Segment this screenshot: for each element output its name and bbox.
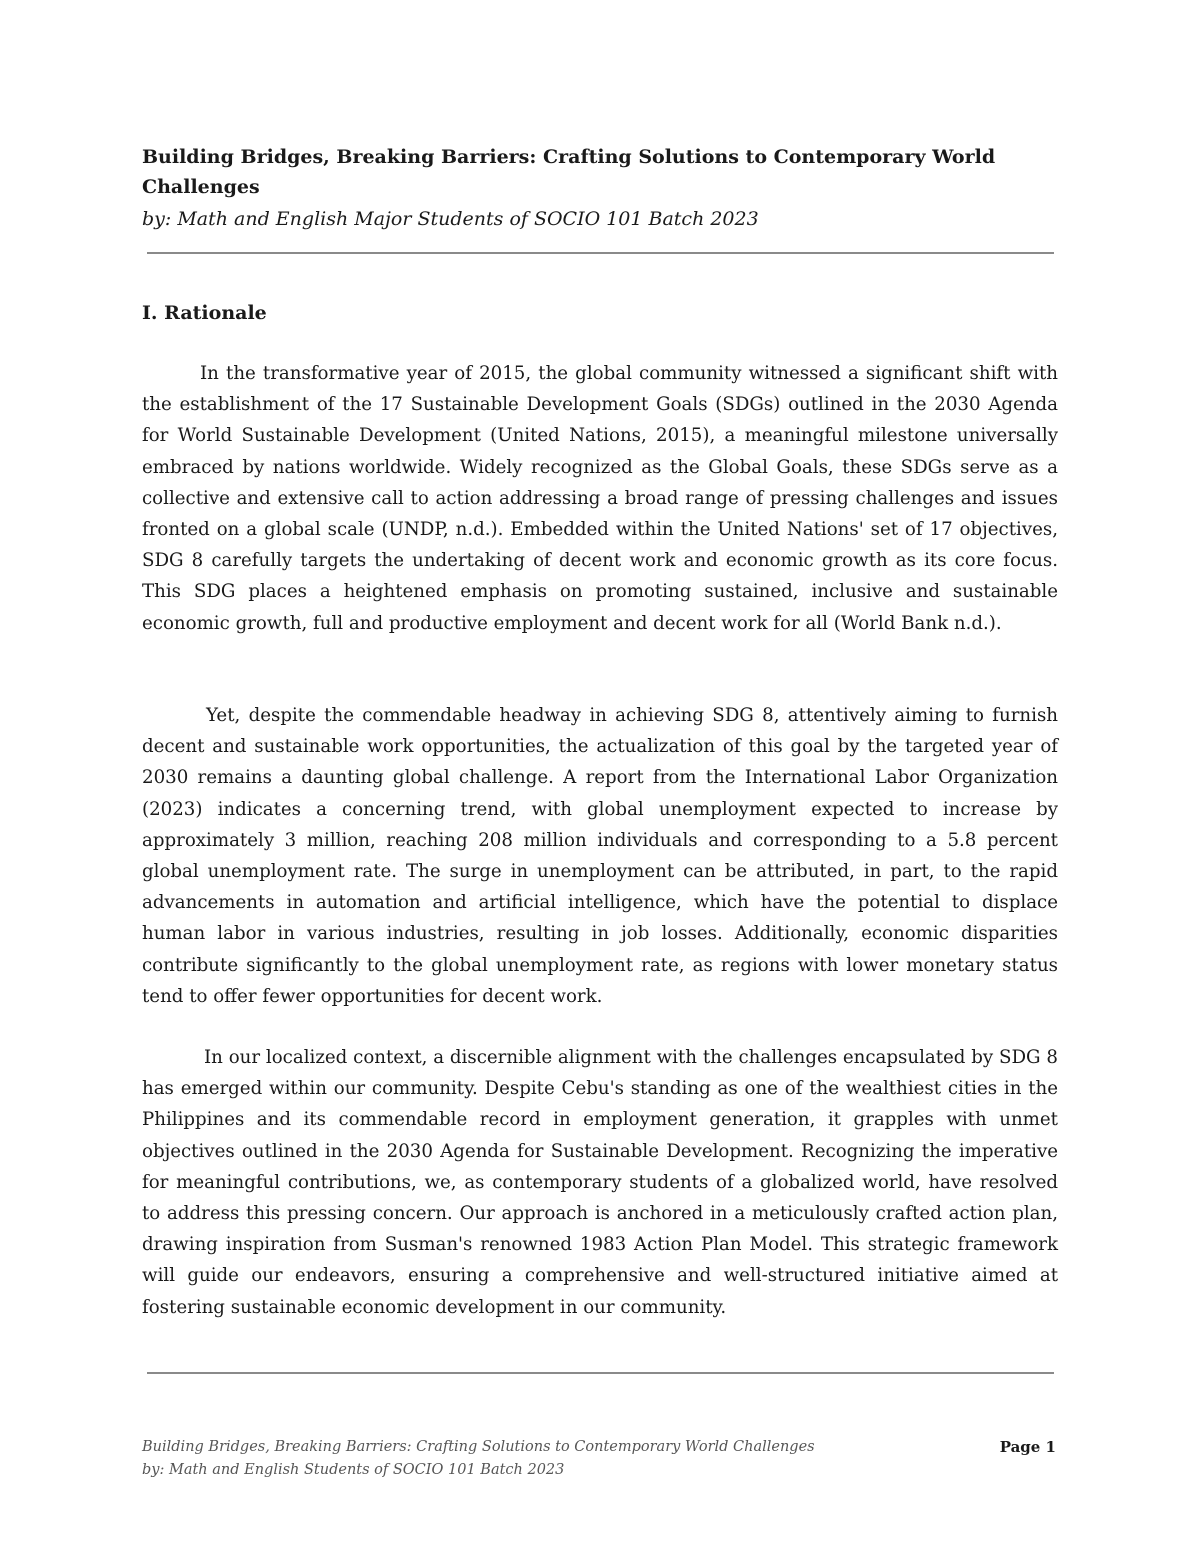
- header-divider: [147, 252, 1054, 254]
- rationale-paragraph-1: In the transformative year of 2015, the global community witnessed a significant shift with the establishment of the 17 Sustainable Development Goals (SDGs) outlined in the 2030 Agenda for World Sustainable Development (United Nations, 2015), a meaningful milestone universally embraced by nations worldwide. Widely recognized as the Global Goals, these SDGs serve as a collective and extensive call to action addressing a broad range of pressing challenges and issues fronted on a global scale (UNDP, n.d.). Embedded within the United Nations' set of 17 objectives, SDG 8 carefully targets the undertaking of decent work and economic growth as its core focus. This SDG places a heightened emphasis on promoting sustained, inclusive and sustainable economic growth, full and productive employment and decent work for all (World Bank n.d.).: [142, 363, 1058, 634]
- rationale-paragraph-3: In our localized context, a discernible alignment with the challenges encapsulated by SDG 8 has emerged within our community. Despite Cebu's standing as one of the wealthiest cities in the Philippines and its commendable record in employment generation, it grapples with unmet objectives outlined in the 2030 Agenda for Sustainable Development. Recognizing the imperative for meaningful contributions, we, as contemporary students of a globalized world, have resolved to address this pressing concern. Our approach is anchored in a meticulously crafted action plan, drawing inspiration from Susman's renowned 1983 Action Plan Model. This strategic framework will guide our endeavors, ensuring a comprehensive and well-structured initiative aimed at fostering sustainable economic development in our community.: [142, 1047, 1058, 1318]
- section-heading: I. Rationale: [142, 302, 267, 324]
- footer-title: Building Bridges, Breaking Barriers: Crafting Solutions to Contemporary World Challenges: [142, 1439, 815, 1455]
- footer-divider: [147, 1372, 1054, 1374]
- page-number: Page 1: [999, 1438, 1056, 1456]
- footer-byline: by: Math and English Students of SOCIO 101 Batch 2023: [142, 1462, 565, 1478]
- footer-text: [142, 1436, 815, 1482]
- document-byline: by: Math and English Major Students of SOCIO 101 Batch 2023: [142, 208, 759, 230]
- document-title: Building Bridges, Breaking Barriers: Crafting Solutions to Contemporary World Challenges: [142, 146, 996, 198]
- rationale-paragraph-2: Yet, despite the commendable headway in achieving SDG 8, attentively aiming to furnish decent and sustainable work opportunities, the actualization of this goal by the targeted year of 2030 remains a daunting global challenge. A report from the International Labor Organization (2023) indicates a concerning trend, with global unemployment expected to increase by approximately 3 million, reaching 208 million individuals and corresponding to a 5.8 percent global unemployment rate. The surge in unemployment can be attributed, in part, to the rapid advancements in automation and artificial intelligence, which have the potential to displace human labor in various industries, resulting in job losses. Additionally, economic disparities contribute significantly to the global unemployment rate, as regions with lower monetary status tend to offer fewer opportunities for decent work.: [142, 705, 1058, 1007]
